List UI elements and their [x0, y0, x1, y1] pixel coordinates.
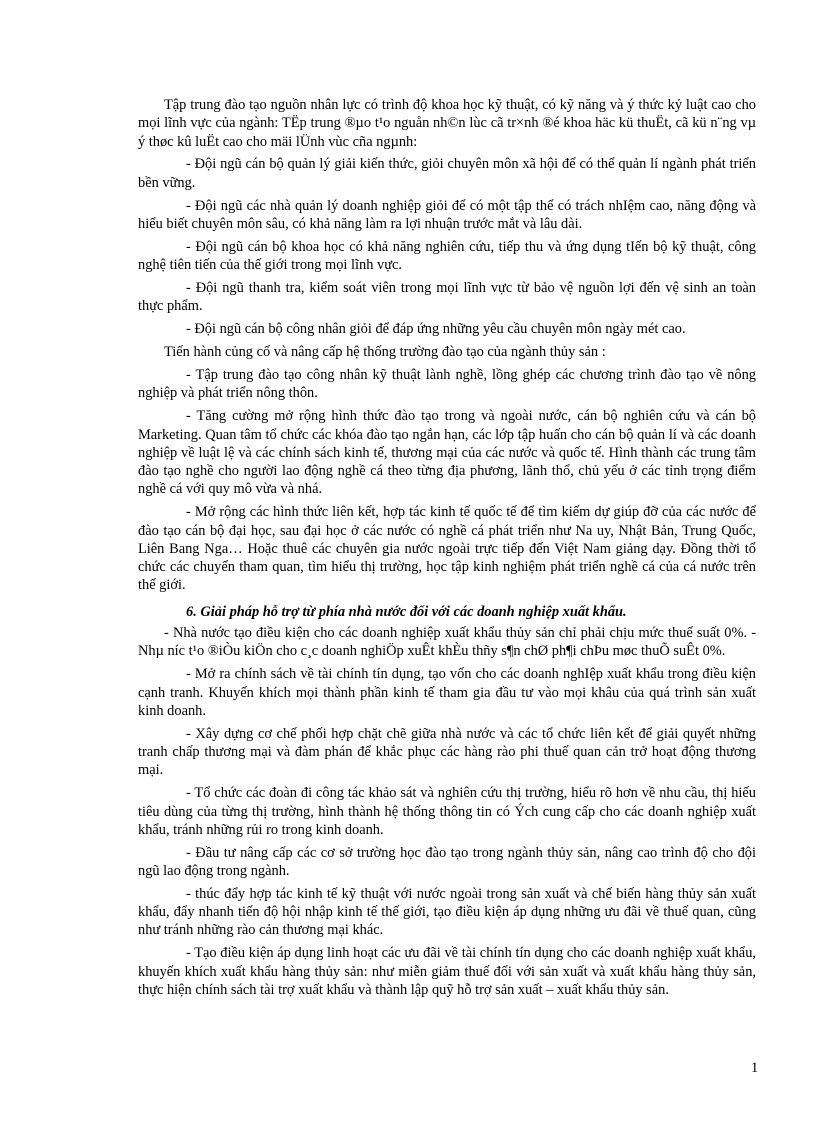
paragraph-item: - Mở rộng các hình thức liên kết, hợp tác kinh tế quốc tế để tìm kiếm dự giúp đỡ của các nước để đào tạo cán bộ đại học, sau đại học ở các nước có nghề cá phát triển như Na uy, Nhật Bản, Trung Quốc, Liên Bang Nga… Hoặc thuê các chuyên gia nước ngoài trực tiếp đến Việt Nam giảng dạy. Đồng thời tổ chức các chuyến tham quan, tìm hiểu thị trường, học tập kinh nghiệm phát triển nghề cá của cá nước trên thế giới. [138, 504, 756, 594]
section-heading: 6. Giải pháp hỗ trợ từ phía nhà nước đối với các doanh nghiệp xuất khẩu. [186, 603, 627, 620]
page-number: 1 [751, 1060, 759, 1076]
paragraph-item: - Tăng cường mở rộng hình thức đào tạo trong và ngoài nước, cán bộ nghiên cứu và cán bộ Marketing. Quan tâm tổ chức các khóa đào tạo ngắn hạn, các lớp tập huấn cho cán bộ quản lí và các doanh nghiệp về luật lệ và các chính sách kinh tế, thương mại của các nước và quốc tế. Hình thành các trung tâm đào tạo nghề cho người lao động nghề cá theo từng địa phương, lãnh thổ, chủ yếu ở các tỉnh trọng điểm nghề cá với quy mô vừa và nhá. [138, 408, 756, 498]
paragraph-item: - Đội ngũ cán bộ quản lý giải kiến thức, giỏi chuyên môn xã hội để có thể quản lí ngành phát triển bền vững. [138, 156, 756, 191]
paragraph-item: - Tổ chức các đoàn đi công tác khảo sát và nghiên cứu thị trường, hiểu rõ hơn về nhu cầu, thị hiếu tiêu dùng của từng thị trường, hình thành hệ thống thông tin có Ých cung cấp cho các doanh nghiệp xuất khẩu, tránh những rủi ro trong kinh doanh. [138, 785, 756, 838]
paragraph-item: - Đội ngũ thanh tra, kiểm soát viên trong mọi lĩnh vực từ bảo vệ nguồn lợi đến vệ sinh an toàn thực phẩm. [138, 280, 756, 315]
paragraph-item: - Đầu tư nâng cấp các cơ sở trường học đào tạo trong ngành thủy sản, nâng cao trình độ cho đội ngũ lao động trong ngành. [138, 844, 756, 879]
paragraph-item: - Tạo điều kiện áp dụng linh hoạt các ưu đãi về tài chính tín dụng cho các doanh nghiệp xuất khẩu, khuyến khích xuất khẩu hàng thủy sản: như miễn giảm thuế đối với sản xuất và xuất khẩu hàng thủy sản, thực hiện chính sách tài trợ xuất khẩu và thành lập quỹ hỗ trợ sản xuất – xuất khẩu thủy sản. [138, 945, 756, 998]
paragraph-item: - Đội ngũ các nhà quản lý doanh nghiệp giỏi để có một tập thể có trách nhIệm cao, năng động và hiểu biết chuyên môn sâu, có khả năng làm ra lợi nhuận trước mắt và lâu dài. [138, 197, 756, 232]
paragraph-item: - Xây dựng cơ chế phối hợp chặt chẽ giữa nhà nước và các tổ chức liên kết để giải quyết những tranh chấp thương mại và đàm phán để khắc phục các hàng rào phi thuế quan cản trở hoạt động thương mại. [138, 725, 756, 779]
paragraph-item: - Đội ngũ cán bộ công nhân giỏi để đáp ứng những yêu cầu chuyên môn ngày mét cao. [186, 321, 686, 338]
paragraph-item: - Đội ngũ cán bộ khoa học có khả năng nghiên cứu, tiếp thu và ứng dụng tIến bộ kỹ thuật, công nghệ tiên tiến của thế giới trong mọi lĩnh vực. [138, 238, 756, 274]
paragraph-item: - Nhà nước tạo điều kiện cho các doanh nghiệp xuất khẩu thủy sản chỉ phải chịu mức thuế suất 0%. - Nhµ níc t¹o ®iÒu kiÖn cho c¸c doanh nghiÖp xuÊt khÈu thñy s¶n chØ ph¶i chÞu møc thuÕ suÊt 0%. [138, 625, 756, 660]
paragraph-item: - Mở ra chính sách về tài chính tín dụng, tạo vốn cho các doanh nghIệp xuất khẩu trong điều kiện cạnh tranh. Khuyến khích mọi thành phần kinh tế tham gia đầu tư vào mọi khâu của quá trình sản xuất kinh doanh. [138, 666, 756, 719]
paragraph-item: - thúc đẩy hợp tác kinh tế kỹ thuật với nước ngoài trong sản xuất và chế biến hàng thủy sản xuất khẩu, đẩy nhanh tiến độ hội nhập kinh tế thế giới, tạo điều kiện áp dụng những ưu đãi về thuế quan, cũng như tránh những rào cản thương mại khác. [138, 885, 756, 939]
paragraph-item: - Tập trung đào tạo công nhân kỹ thuật lành nghề, lồng ghép các chương trình đào tạo về nông nghiệp và phát triển nông thôn. [138, 367, 756, 402]
paragraph-intro: Tập trung đào tạo nguồn nhân lực có trình độ khoa học kỹ thuật, có kỹ năng và ý thức kỷ luật cao cho mọi lĩnh vực của ngành: TËp trung ®µo t¹o nguån nh©n lùc cã tr×nh ®é khoa häc kü thuËt, cã kü n¨ng vµ ý thøc kû luËt cao cho mäi lÜnh vùc cña ngµnh: [138, 97, 756, 150]
document-body [138, 96, 756, 1004]
paragraph-subintro: Tiến hành củng cố và nâng cấp hệ thống trường đào tạo của ngành thủy sản : [164, 344, 606, 361]
